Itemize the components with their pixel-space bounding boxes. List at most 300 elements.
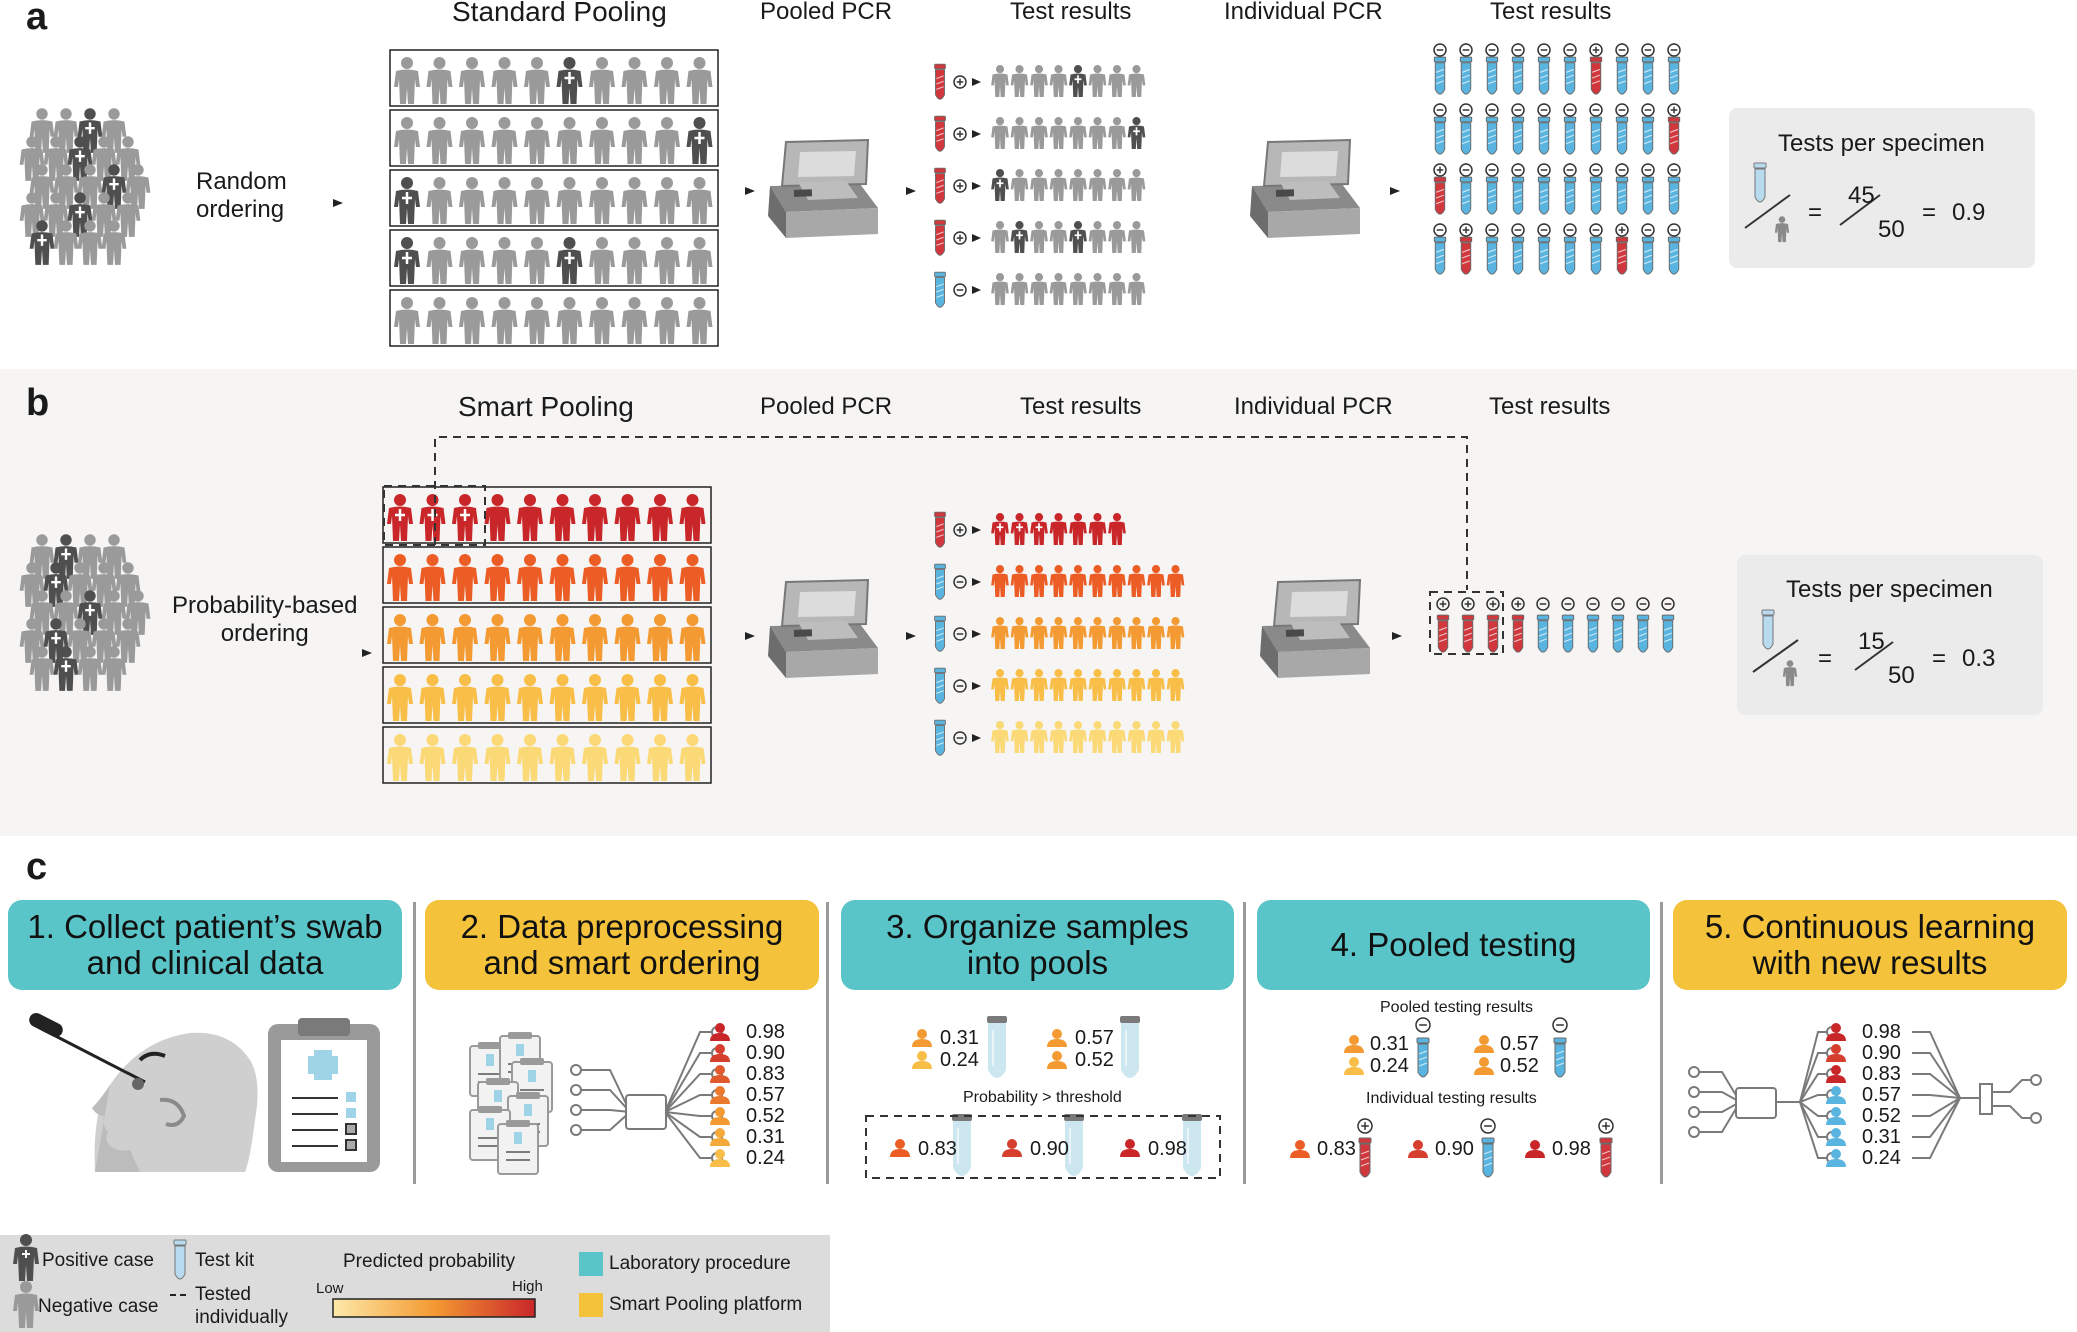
result-person-icon	[991, 221, 1009, 253]
individual-tube-icon	[1616, 117, 1627, 154]
pool2-result-sign	[1553, 1018, 1567, 1032]
individual-sign-icon	[1460, 44, 1472, 56]
individual-tube-icon	[1587, 615, 1598, 652]
individual-tube-icon	[1637, 615, 1648, 652]
result-person-icon	[1128, 169, 1146, 201]
ranked-prob-label: 0.98	[746, 1021, 785, 1043]
pool1-result-tube	[1417, 1038, 1429, 1077]
pool-person-icon	[394, 237, 420, 284]
step-3-header: 3. Organize samples into pools	[841, 900, 1234, 990]
panel-a	[20, 44, 2035, 346]
legend-tested-individually-label: Tested individually	[195, 1284, 288, 1328]
result-person-icon	[1089, 169, 1107, 201]
ranked-prob-label: 0.31	[746, 1126, 785, 1148]
box-a-numerator: 45	[1848, 182, 1875, 209]
pool-person-icon	[654, 177, 680, 224]
pool-person-icon	[557, 57, 583, 104]
mini-person-icon	[1344, 1057, 1364, 1075]
panel-b-letter: b	[26, 382, 50, 424]
individual-sign-icon	[1460, 224, 1472, 236]
individual-tube-icon	[1668, 237, 1679, 274]
individual-result-tube	[1359, 1138, 1371, 1177]
individual-sign-icon	[1642, 224, 1654, 236]
pcr-machine-a2	[1250, 140, 1360, 238]
individual-sign-icon	[1538, 224, 1550, 236]
pool-person-icon	[589, 297, 615, 344]
result-person-icon	[1050, 273, 1068, 305]
result-person-icon	[1050, 221, 1068, 253]
arrow-icon	[972, 78, 981, 86]
pooled-sign-icon	[954, 180, 966, 192]
individual-sign-icon	[1460, 104, 1472, 116]
individual-tube-icon	[1538, 57, 1549, 94]
individual-tube-icon	[1642, 117, 1653, 154]
individual-tube-icon	[1512, 177, 1523, 214]
pooled-tube-icon	[935, 720, 946, 755]
result-person-icon	[1128, 221, 1146, 253]
individual-tube-icon	[1662, 615, 1673, 652]
mini-person-icon	[912, 1051, 932, 1069]
individual-sign-icon	[1590, 44, 1602, 56]
individual-tube-icon	[1460, 57, 1471, 94]
individual-sign-icon	[1642, 104, 1654, 116]
pool-person-icon	[427, 297, 453, 344]
title-individual-pcr-b: Individual PCR	[1234, 393, 1393, 420]
pool-person-icon	[492, 57, 518, 104]
individual-sign-icon	[1642, 164, 1654, 176]
individual-tube-icon	[1590, 117, 1601, 154]
individual-tube-icon	[1487, 615, 1498, 652]
individual-tube-icon	[1564, 237, 1575, 274]
pool2-value: 0.57	[1500, 1033, 1539, 1055]
mini-person-icon	[890, 1139, 910, 1157]
pool-person-icon	[654, 237, 680, 284]
pooled-sign-icon	[954, 284, 966, 296]
box-a-result: 0.9	[1952, 199, 1986, 226]
individual-tube-icon	[1642, 57, 1653, 94]
learning-prob-label: 0.57	[1862, 1084, 1901, 1106]
result-person-icon	[991, 273, 1009, 305]
result-person-icon	[991, 65, 1009, 97]
legend-negative-label: Negative case	[38, 1296, 159, 1317]
clinical-clipboard-illustration	[268, 1018, 380, 1172]
pcr-machine-b2	[1260, 580, 1370, 678]
pool-person-icon	[524, 237, 550, 284]
individual-sign-icon	[1538, 164, 1550, 176]
individual-tube-icon	[1538, 177, 1549, 214]
individual-results-grid-a	[1434, 44, 1680, 274]
individual-sign-icon	[1512, 44, 1524, 56]
pool2-value: 0.52	[1075, 1049, 1114, 1071]
pool-person-icon	[459, 57, 485, 104]
pool-person-icon	[589, 117, 615, 164]
result-person-icon	[1128, 65, 1146, 97]
pool-person-icon	[557, 297, 583, 344]
result-person-icon	[1050, 117, 1068, 149]
lab-swatch	[579, 1252, 603, 1276]
pool-person-icon	[589, 177, 615, 224]
individual-sign-icon	[1668, 44, 1680, 56]
individual-tube-icon	[1562, 615, 1573, 652]
box-b-numerator: 15	[1858, 628, 1885, 655]
result-person-icon	[1089, 221, 1107, 253]
mini-person-icon	[1047, 1051, 1067, 1069]
mini-person-icon	[1408, 1140, 1428, 1158]
individual-sign-icon	[1486, 44, 1498, 56]
pool-person-icon	[459, 237, 485, 284]
individual-sign-icon	[1486, 164, 1498, 176]
pool-person-icon	[524, 177, 550, 224]
individual-result-sign	[1358, 1119, 1372, 1133]
title-individual-pcr-a: Individual PCR	[1224, 0, 1383, 25]
individual-prob-value: 0.83	[1317, 1138, 1356, 1160]
result-person-icon	[1030, 169, 1048, 201]
pooled-tube-icon	[935, 616, 946, 651]
mini-person-icon	[1290, 1140, 1310, 1158]
result-person-icon	[1030, 273, 1048, 305]
patient-swab-illustration	[27, 1011, 258, 1172]
individual-prob-value: 0.90	[1435, 1138, 1474, 1160]
result-person-icon	[1089, 273, 1107, 305]
pool-person-icon	[492, 117, 518, 164]
individual-prob-value: 0.98	[1552, 1138, 1591, 1160]
individual-tube-icon	[1616, 237, 1627, 274]
box-a-title: Tests per specimen	[1778, 130, 1985, 157]
legend-test-kit-label: Test kit	[195, 1250, 255, 1271]
individual-tube-icon	[1538, 117, 1549, 154]
individual-tube-icon	[1460, 177, 1471, 214]
pool-person-icon	[524, 297, 550, 344]
pool1-value: 0.24	[1370, 1055, 1409, 1077]
pool1-flask-icon	[987, 1016, 1007, 1078]
individual-sign-icon	[1564, 164, 1576, 176]
result-person-icon	[1108, 65, 1126, 97]
individual-tube-icon	[1434, 117, 1445, 154]
pool-person-icon	[524, 117, 550, 164]
result-person-icon	[1128, 273, 1146, 305]
pcr-machine-a1	[768, 140, 878, 238]
individual-result-sign	[1481, 1119, 1495, 1133]
result-person-icon	[991, 169, 1009, 201]
pool-person-icon	[459, 297, 485, 344]
mini-person-icon	[1474, 1035, 1494, 1053]
individual-sign-icon	[1590, 164, 1602, 176]
individual-sign-icon	[1512, 104, 1524, 116]
legend-low-label: Low	[316, 1280, 344, 1297]
pooled-tube-icon	[935, 168, 946, 203]
result-person-icon	[1069, 273, 1087, 305]
pool-person-icon	[492, 177, 518, 224]
legend-positive-label: Positive case	[42, 1250, 154, 1271]
title-pooled-pcr-a: Pooled PCR	[760, 0, 893, 25]
individual-result-tube	[1482, 1138, 1494, 1177]
probability-ordering-label: Probability-based ordering	[172, 592, 358, 647]
result-person-icon	[1069, 117, 1087, 149]
pool-person-icon	[622, 297, 648, 344]
crowd-a	[20, 108, 151, 265]
individual-tube-icon	[1434, 237, 1445, 274]
individual-sign-icon	[1486, 224, 1498, 236]
mini-person-icon	[1474, 1057, 1494, 1075]
arrow-icon	[972, 286, 981, 294]
individual-tube-icon	[1668, 57, 1679, 94]
box-a-eq2: =	[1922, 199, 1937, 226]
mini-person-icon	[1047, 1029, 1067, 1047]
result-person-icon	[1030, 117, 1048, 149]
title-test-results-b1: Test results	[1020, 393, 1142, 420]
ranked-prob-label: 0.24	[746, 1147, 785, 1169]
pool2-value: 0.57	[1075, 1027, 1114, 1049]
result-person-icon	[1069, 65, 1087, 97]
result-person-icon	[1128, 117, 1146, 149]
individual-tube-icon	[1668, 177, 1679, 214]
individual-sign-icon	[1460, 164, 1472, 176]
pool-person-icon	[687, 117, 713, 164]
individual-tube-icon	[1434, 57, 1445, 94]
box-b-result: 0.3	[1962, 645, 1996, 672]
individual-tube-icon	[1512, 615, 1523, 652]
individual-tube-icon	[1460, 117, 1471, 154]
pooled-tube-icon	[935, 220, 946, 255]
pool1-value: 0.31	[1370, 1033, 1409, 1055]
pool2-flask-icon	[1120, 1016, 1140, 1078]
individual-sign-icon	[1668, 164, 1680, 176]
pooled-sign-icon	[954, 128, 966, 140]
mini-person-icon	[912, 1029, 932, 1047]
individual-sign-icon	[1434, 44, 1446, 56]
individual-sign-icon	[1642, 44, 1654, 56]
box-b-denominator: 50	[1888, 662, 1915, 689]
probability-gradient-bar	[333, 1299, 535, 1317]
individual-prob-value: 0.98	[1148, 1138, 1187, 1160]
box-b-eq2: =	[1932, 645, 1947, 672]
learning-prob-label: 0.52	[1862, 1105, 1901, 1127]
pool-person-icon	[622, 237, 648, 284]
individual-tube-icon	[1668, 117, 1679, 154]
learning-prob-label: 0.90	[1862, 1042, 1901, 1064]
result-person-icon	[1089, 65, 1107, 97]
pool-person-icon	[557, 177, 583, 224]
individual-sign-icon	[1616, 104, 1628, 116]
individual-sign-icon	[1538, 44, 1550, 56]
box-b-title: Tests per specimen	[1786, 576, 1993, 603]
pool-person-icon	[557, 117, 583, 164]
legend-platform-label: Smart Pooling platform	[609, 1294, 803, 1315]
individual-sign-icon	[1564, 44, 1576, 56]
ranked-prob-label: 0.52	[746, 1105, 785, 1127]
pool-person-icon	[622, 57, 648, 104]
pool-person-icon	[427, 237, 453, 284]
step-2-header: 2. Data preprocessing and smart ordering	[425, 900, 819, 990]
title-test-results-a1: Test results	[1010, 0, 1132, 25]
ranked-prob-label: 0.57	[746, 1084, 785, 1106]
result-person-icon	[1011, 65, 1029, 97]
step-1-header: 1. Collect patient’s swab and clinical data	[8, 900, 402, 990]
random-ordering-label: Random ordering	[196, 168, 287, 223]
individual-sign-icon	[1564, 224, 1576, 236]
individual-tube-icon	[1590, 57, 1601, 94]
pooled-tube-icon	[935, 116, 946, 151]
mini-person-icon	[1344, 1035, 1364, 1053]
individual-sign-icon	[1486, 104, 1498, 116]
individual-tube-icon	[1460, 237, 1471, 274]
ranked-prob-label: 0.90	[746, 1042, 785, 1064]
result-person-icon	[1089, 117, 1107, 149]
pool1-value: 0.24	[940, 1049, 979, 1071]
individual-sign-icon	[1434, 224, 1446, 236]
mini-person-icon	[1120, 1139, 1140, 1157]
pool2-result-tube	[1554, 1038, 1566, 1077]
arrow-icon	[972, 182, 981, 190]
pool-person-icon	[427, 177, 453, 224]
arrow-icon	[972, 130, 981, 138]
mini-person-icon	[1525, 1140, 1545, 1158]
title-test-results-a2: Test results	[1490, 0, 1612, 25]
individual-tube-icon	[1486, 177, 1497, 214]
pooled-results-label: Pooled testing results	[1380, 999, 1533, 1016]
individual-sign-icon	[1616, 44, 1628, 56]
individual-sign-icon	[1590, 224, 1602, 236]
result-person-icon	[1030, 65, 1048, 97]
mini-person-icon	[1002, 1139, 1022, 1157]
pool-person-icon	[427, 57, 453, 104]
legend-predicted-probability-label: Predicted probability	[343, 1251, 516, 1272]
arrow-icon	[972, 234, 981, 242]
result-person-icon	[1108, 169, 1126, 201]
individual-result-sign	[1599, 1119, 1613, 1133]
result-person-icon	[1050, 65, 1068, 97]
individual-tube-icon	[1462, 615, 1473, 652]
neural-network-2	[571, 1027, 722, 1163]
individual-tube-icon	[1512, 117, 1523, 154]
pool-person-icon	[524, 57, 550, 104]
pool-person-icon	[394, 177, 420, 224]
title-test-results-b2: Test results	[1489, 393, 1611, 420]
pool-person-icon	[589, 57, 615, 104]
result-person-icon	[1030, 221, 1048, 253]
title-pooled-pcr-b: Pooled PCR	[760, 393, 893, 420]
individual-sign-icon	[1564, 104, 1576, 116]
platform-swatch	[579, 1293, 603, 1317]
pool-person-icon	[589, 237, 615, 284]
pool2-value: 0.52	[1500, 1055, 1539, 1077]
learning-prob-label: 0.24	[1862, 1147, 1901, 1169]
individual-tube-icon	[1612, 615, 1623, 652]
result-person-icon	[1108, 273, 1126, 305]
panel-c-letter: c	[26, 846, 48, 888]
result-person-icon	[1069, 221, 1087, 253]
individual-sign-icon	[1616, 164, 1628, 176]
pool-person-icon	[394, 117, 420, 164]
result-person-icon	[1011, 221, 1029, 253]
result-person-icon	[991, 117, 1009, 149]
pool-person-icon	[687, 57, 713, 104]
pool-person-icon	[459, 117, 485, 164]
individual-tube-icon	[1642, 237, 1653, 274]
result-person-icon	[1011, 169, 1029, 201]
individual-tube-icon	[1512, 57, 1523, 94]
test-kit-icon	[174, 1240, 186, 1279]
individual-sign-icon	[1434, 164, 1446, 176]
box-b-eq1: =	[1818, 645, 1833, 672]
individual-results-label: Individual testing results	[1366, 1090, 1537, 1107]
result-person-icon	[1011, 273, 1029, 305]
tube-icon	[1762, 610, 1774, 649]
box-a-eq1: =	[1808, 199, 1823, 226]
individual-tube-icon	[1590, 237, 1601, 274]
individual-tube-icon	[1642, 177, 1653, 214]
pool-person-icon	[492, 297, 518, 344]
pooled-results-a	[935, 64, 1146, 307]
clinical-documents-stack	[470, 1032, 552, 1174]
step-4-header: 4. Pooled testing	[1257, 900, 1650, 990]
individual-tube-icon	[1434, 177, 1445, 214]
pool-person-icon	[427, 117, 453, 164]
result-person-icon	[1069, 169, 1087, 201]
individual-sign-icon	[1538, 104, 1550, 116]
individual-tube-icon	[1538, 237, 1549, 274]
pooled-sign-icon	[954, 76, 966, 88]
individual-tube-icon	[1512, 237, 1523, 274]
pcr-machine-b1	[768, 580, 878, 678]
individual-sign-icon	[1512, 164, 1524, 176]
individual-sign-icon	[1668, 224, 1680, 236]
individual-tube-icon	[1564, 57, 1575, 94]
individual-prob-value: 0.83	[918, 1138, 957, 1160]
individual-sign-icon	[1512, 224, 1524, 236]
individual-tube-icon	[1564, 117, 1575, 154]
individual-tube-icon	[1590, 177, 1601, 214]
step-5-header: 5. Continuous learning with new results	[1673, 900, 2067, 990]
learning-prob-label: 0.83	[1862, 1063, 1901, 1085]
pool-person-icon	[557, 237, 583, 284]
pool-person-icon	[654, 57, 680, 104]
pooled-tube-icon	[935, 668, 946, 703]
individual-tube-icon	[1564, 177, 1575, 214]
pool-person-icon	[687, 237, 713, 284]
title-smart-pooling: Smart Pooling	[458, 391, 634, 422]
legend-lab-label: Laboratory procedure	[609, 1253, 791, 1274]
individual-tube-icon	[1486, 237, 1497, 274]
pool-person-icon	[654, 117, 680, 164]
pool-person-icon	[492, 237, 518, 284]
individual-sign-icon	[1668, 104, 1680, 116]
learning-prob-label: 0.31	[1862, 1126, 1901, 1148]
title-standard-pooling: Standard Pooling	[452, 0, 667, 27]
pool-person-icon	[622, 117, 648, 164]
box-a-denominator: 50	[1878, 216, 1905, 243]
learning-prob-label: 0.98	[1862, 1021, 1901, 1043]
pool-person-icon	[459, 177, 485, 224]
pool-person-icon	[687, 177, 713, 224]
threshold-label: Probability > threshold	[963, 1089, 1122, 1106]
pool-person-icon	[394, 57, 420, 104]
result-person-icon	[1011, 117, 1029, 149]
pool1-result-sign	[1416, 1018, 1430, 1032]
individual-tube-icon	[1616, 177, 1627, 214]
standard-pooling-grid	[390, 50, 718, 346]
individual-tube-icon	[1437, 615, 1448, 652]
individual-sign-icon	[1434, 104, 1446, 116]
pool1-value: 0.31	[940, 1027, 979, 1049]
individual-sign-icon	[1616, 224, 1628, 236]
pool-person-icon	[654, 297, 680, 344]
panel-a-letter: a	[26, 0, 48, 38]
individual-tube-icon	[1486, 117, 1497, 154]
ranked-prob-label: 0.83	[746, 1063, 785, 1085]
individual-result-tube	[1600, 1138, 1612, 1177]
individual-sign-icon	[1590, 104, 1602, 116]
